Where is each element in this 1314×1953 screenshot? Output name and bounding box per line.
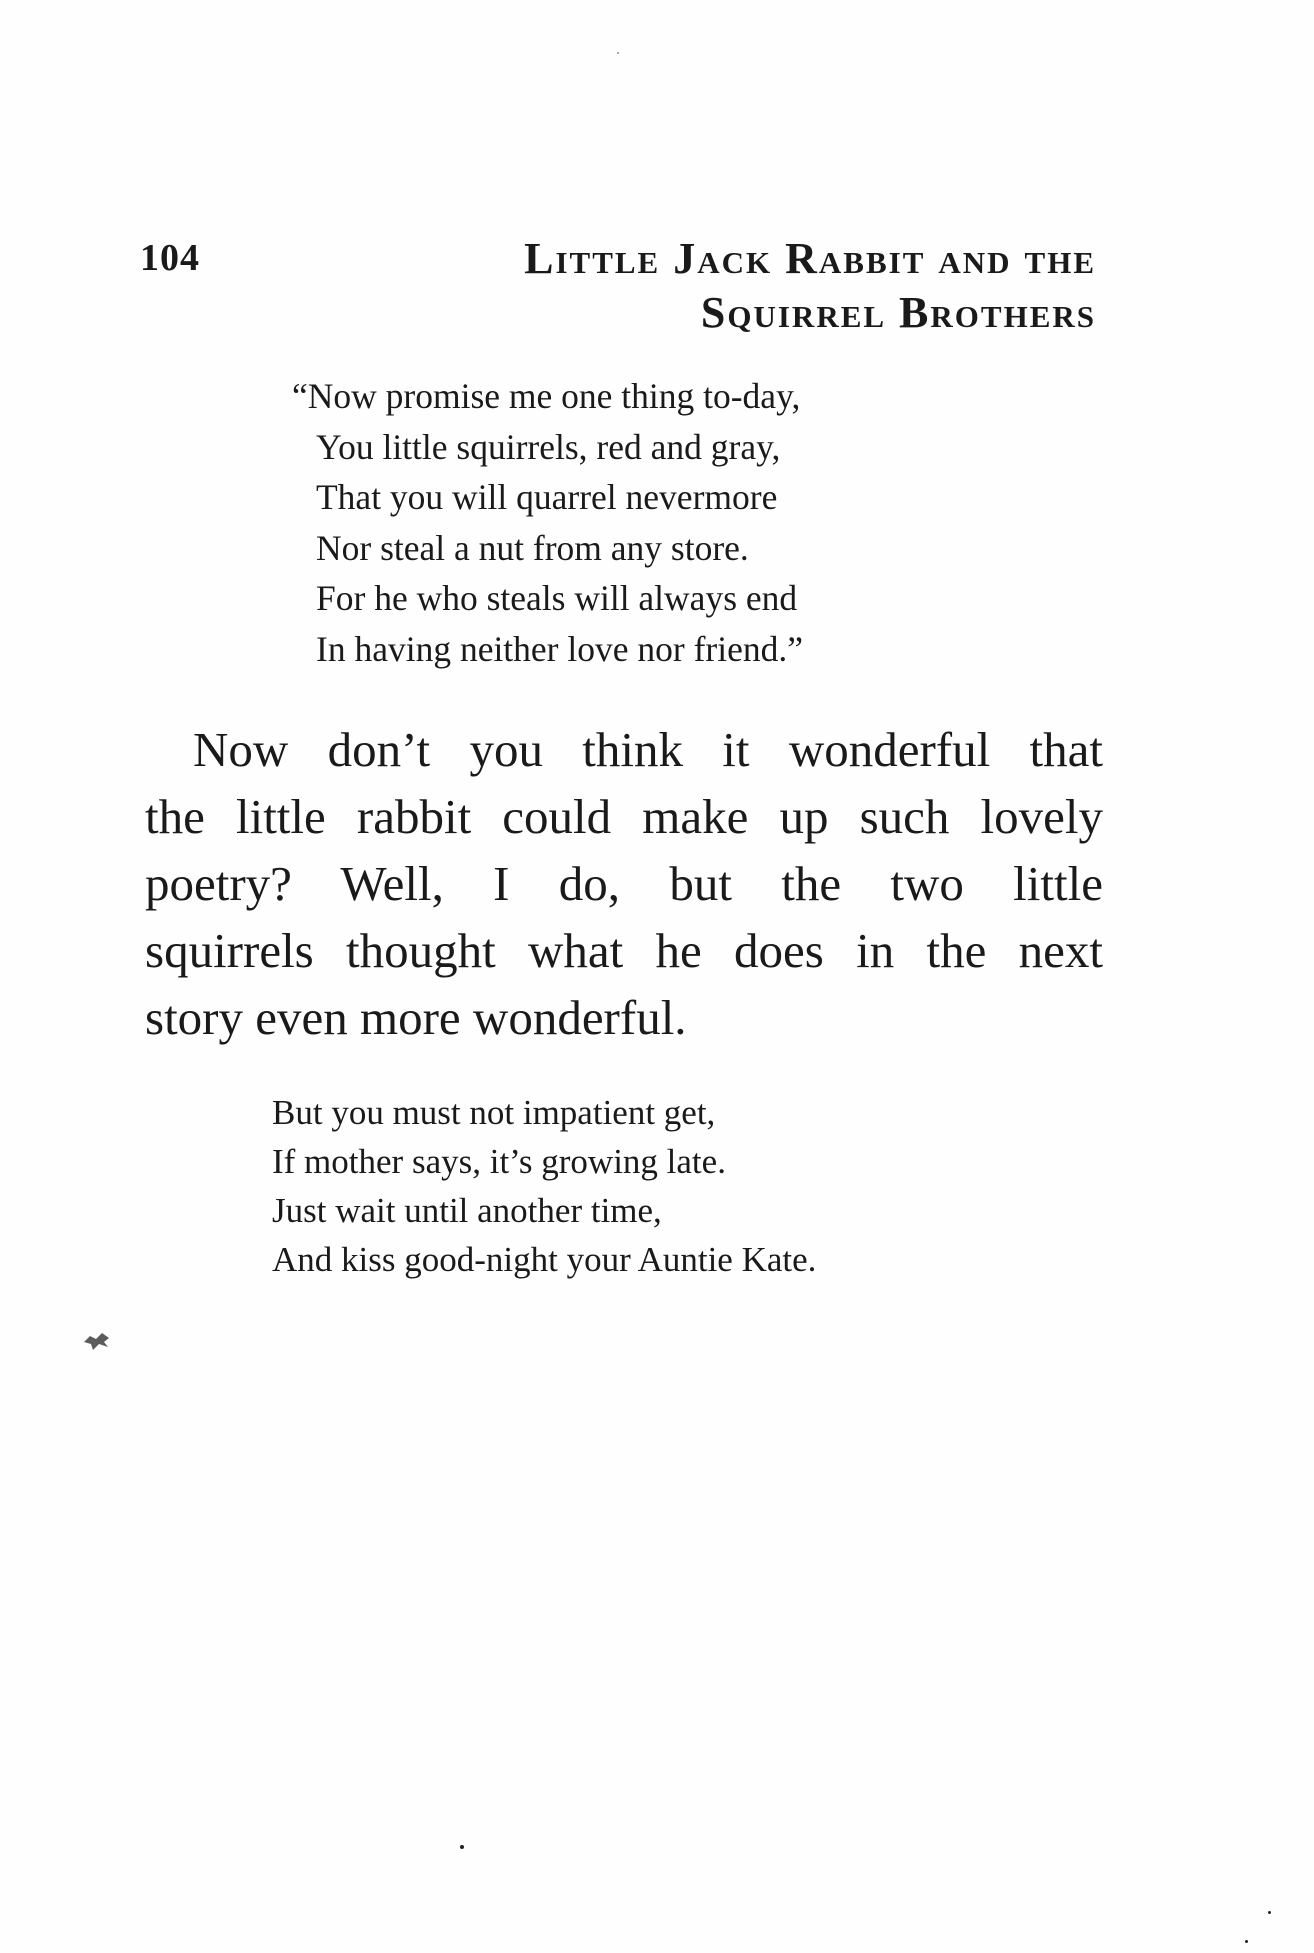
- verse-line: But you must not impatient get,: [272, 1093, 716, 1132]
- prose-line: the little rabbit could make up such lovely: [145, 789, 1103, 844]
- prose-line: story even more wonderful.: [145, 990, 687, 1045]
- prose-paragraph: [145, 716, 1103, 1051]
- verse-line: You little squirrels, red and gray,: [316, 426, 781, 467]
- paper-speck: [460, 1845, 464, 1849]
- verse-line: Just wait until another time,: [272, 1191, 662, 1230]
- paper-speck: [1245, 1940, 1248, 1943]
- verse-stanza-top: [292, 371, 803, 674]
- verse-stanza-bottom: [272, 1088, 816, 1284]
- prose-line: Now don’t you think it wonderful that: [193, 722, 1103, 777]
- running-head-line-2: Squirrel Brothers: [700, 288, 1096, 337]
- running-head-line-1: Little Jack Rabbit and the: [524, 234, 1096, 283]
- verse-line: Nor steal a nut from any store.: [316, 527, 749, 568]
- verse-line: If mother says, it’s growing late.: [272, 1142, 726, 1181]
- paper-speck: [617, 52, 619, 54]
- prose-line: squirrels thought what he does in the next: [145, 923, 1103, 978]
- paper-speck: [1268, 1911, 1271, 1914]
- page-number: 104: [140, 237, 200, 279]
- verse-line: In having neither love nor friend.”: [316, 628, 803, 669]
- prose-line: poetry? Well, I do, but the two little: [145, 856, 1103, 911]
- verse-line: For he who steals will always end: [316, 578, 798, 618]
- verse-line: And kiss good-night your Auntie Kate.: [272, 1240, 817, 1279]
- verse-line: That you will quarrel nevermore: [316, 477, 778, 517]
- running-head: [524, 232, 1096, 340]
- verse-line: “Now promise me one thing to-day,: [292, 376, 801, 416]
- ink-smudge: [82, 1330, 112, 1352]
